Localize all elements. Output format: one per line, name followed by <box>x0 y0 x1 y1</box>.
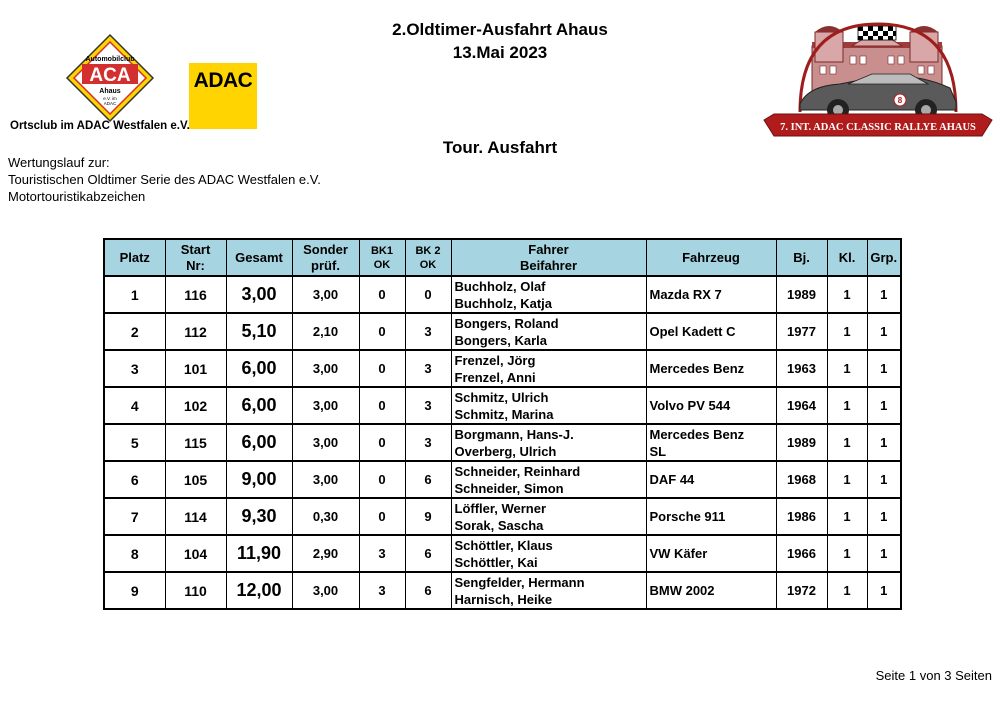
adac-logo-text: ADAC <box>193 69 253 92</box>
classic-rallye-logo <box>760 16 996 138</box>
cell-gesamt: 6,00 <box>226 350 292 387</box>
fahrzeug-name-line2: SL <box>649 443 667 459</box>
cell-gesamt: 11,90 <box>226 535 292 572</box>
cell-fahrzeug <box>646 350 776 387</box>
table-row <box>104 535 901 572</box>
cell-kl: 1 <box>827 424 867 461</box>
cell-gesamt: 6,00 <box>226 387 292 424</box>
fahrer-name: Schmitz, Ulrich <box>454 389 549 405</box>
cell-bk2: 3 <box>405 424 451 461</box>
cell-grp: 1 <box>867 535 901 572</box>
table-header-row <box>104 239 901 276</box>
cell-gesamt: 5,10 <box>226 313 292 350</box>
col-sonder: Sonder prüf. <box>292 239 359 276</box>
table-row <box>104 424 901 461</box>
cell-fahrer-beifahrer <box>451 387 646 424</box>
cell-bk1: 3 <box>359 572 405 609</box>
cell-bk2: 3 <box>405 350 451 387</box>
beifahrer-name: Schöttler, Kai <box>454 554 538 570</box>
cell-platz: 7 <box>104 498 165 535</box>
fahrer-name: Schöttler, Klaus <box>454 537 553 553</box>
cell-bk1: 0 <box>359 276 405 313</box>
cell-bk2: 0 <box>405 276 451 313</box>
cell-grp: 1 <box>867 424 901 461</box>
beifahrer-name: Harnisch, Heike <box>454 591 553 607</box>
fahrzeug-name: BMW 2002 <box>649 583 715 598</box>
beifahrer-name: Bongers, Karla <box>454 332 547 348</box>
cell-fahrzeug <box>646 535 776 572</box>
cell-platz: 5 <box>104 424 165 461</box>
cell-bk1: 0 <box>359 350 405 387</box>
cell-sonder: 0,30 <box>292 498 359 535</box>
col-start: Start Nr: <box>165 239 226 276</box>
cell-bj: 1977 <box>776 313 827 350</box>
table-row <box>104 461 901 498</box>
cell-bk2: 6 <box>405 572 451 609</box>
beifahrer-name: Schmitz, Marina <box>454 406 554 422</box>
tour-subtitle: Tour. Ausfahrt <box>442 138 558 157</box>
fahrer-name: Bongers, Roland <box>454 315 559 331</box>
cell-sonder: 3,00 <box>292 424 359 461</box>
info-line-2: Touristischen Oldtimer Serie des ADAC Westfalen e.V. <box>8 172 321 187</box>
cell-platz: 9 <box>104 572 165 609</box>
cell-bj: 1966 <box>776 535 827 572</box>
cell-sonder: 2,90 <box>292 535 359 572</box>
cell-fahrzeug <box>646 424 776 461</box>
cell-fahrer-beifahrer <box>451 424 646 461</box>
svg-text:Ahaus: Ahaus <box>99 88 121 95</box>
fahrer-name: Sengfelder, Hermann <box>454 574 585 590</box>
cell-gesamt: 9,30 <box>226 498 292 535</box>
cell-grp: 1 <box>867 387 901 424</box>
beifahrer-name: Overberg, Ulrich <box>454 443 557 459</box>
cell-sonder: 3,00 <box>292 350 359 387</box>
cell-sonder: 2,10 <box>292 313 359 350</box>
table-row <box>104 498 901 535</box>
table-row <box>104 350 901 387</box>
col-platz: Platz <box>104 239 165 276</box>
cell-fahrzeug <box>646 313 776 350</box>
results-table <box>103 238 902 610</box>
col-bk1: BK1 OK <box>359 239 405 276</box>
table-row <box>104 387 901 424</box>
cell-kl: 1 <box>827 461 867 498</box>
cell-start: 104 <box>165 535 226 572</box>
cell-grp: 1 <box>867 350 901 387</box>
cell-kl: 1 <box>827 498 867 535</box>
cell-kl: 1 <box>827 535 867 572</box>
cell-kl: 1 <box>827 276 867 313</box>
cell-bj: 1963 <box>776 350 827 387</box>
fahrzeug-name: Mercedes Benz <box>649 361 745 376</box>
cell-sonder: 3,00 <box>292 461 359 498</box>
cell-bk2: 3 <box>405 313 451 350</box>
table-row <box>104 313 901 350</box>
col-kl: Kl. <box>827 239 867 276</box>
fahrzeug-name: Mercedes Benz <box>649 426 745 442</box>
adac-logo <box>189 63 257 129</box>
cell-grp: 1 <box>867 498 901 535</box>
svg-text:e.V. im: e.V. im <box>103 96 117 101</box>
cell-grp: 1 <box>867 461 901 498</box>
cell-fahrer-beifahrer <box>451 535 646 572</box>
cell-fahrzeug <box>646 572 776 609</box>
fahrzeug-name: Volvo PV 544 <box>649 398 731 413</box>
event-title: 2.Oldtimer-Ausfahrt Ahaus <box>392 20 608 39</box>
svg-text:ADAC: ADAC <box>103 101 117 106</box>
ortsclub-label: Ortsclub im ADAC Westfalen e.V. <box>10 120 190 132</box>
cell-sonder: 3,00 <box>292 276 359 313</box>
cell-start: 114 <box>165 498 226 535</box>
svg-text:7. INT. ADAC CLASSIC RALLYE AH: 7. INT. ADAC CLASSIC RALLYE AHAUS <box>780 122 976 133</box>
cell-sonder: 3,00 <box>292 572 359 609</box>
cell-start: 102 <box>165 387 226 424</box>
cell-bj: 1972 <box>776 572 827 609</box>
event-date: 13.Mai 2023 <box>452 43 548 62</box>
cell-platz: 2 <box>104 313 165 350</box>
svg-text:Automobilclub: Automobilclub <box>85 56 135 63</box>
fahrer-name: Buchholz, Olaf <box>454 278 546 294</box>
cell-bk1: 0 <box>359 424 405 461</box>
cell-start: 115 <box>165 424 226 461</box>
cell-bk1: 0 <box>359 387 405 424</box>
cell-bk1: 0 <box>359 498 405 535</box>
table-row <box>104 276 901 313</box>
fahrzeug-name: DAF 44 <box>649 472 695 487</box>
col-fahrzeug: Fahrzeug <box>646 239 776 276</box>
fahrer-name: Frenzel, Jörg <box>454 352 536 368</box>
cell-bk1: 3 <box>359 535 405 572</box>
cell-bk2: 9 <box>405 498 451 535</box>
cell-bk2: 3 <box>405 387 451 424</box>
cell-sonder: 3,00 <box>292 387 359 424</box>
cell-bk2: 6 <box>405 461 451 498</box>
cell-bj: 1964 <box>776 387 827 424</box>
beifahrer-name: Buchholz, Katja <box>454 295 553 311</box>
cell-bk1: 0 <box>359 461 405 498</box>
svg-text:ACA: ACA <box>89 65 131 86</box>
cell-grp: 1 <box>867 313 901 350</box>
col-bk2: BK 2 OK <box>405 239 451 276</box>
cell-fahrer-beifahrer <box>451 461 646 498</box>
col-grp: Grp. <box>867 239 901 276</box>
cell-fahrer-beifahrer <box>451 572 646 609</box>
table-row <box>104 572 901 609</box>
info-line-3: Motortouristikabzeichen <box>8 189 146 204</box>
info-line-1: Wertungslauf zur: <box>8 155 110 170</box>
fahrer-name: Borgmann, Hans-J. <box>454 426 574 442</box>
fahrer-name: Schneider, Reinhard <box>454 463 581 479</box>
beifahrer-name: Frenzel, Anni <box>454 369 536 385</box>
cell-gesamt: 3,00 <box>226 276 292 313</box>
cell-grp: 1 <box>867 572 901 609</box>
cell-bk1: 0 <box>359 313 405 350</box>
svg-text:8: 8 <box>897 96 903 105</box>
cell-platz: 3 <box>104 350 165 387</box>
cell-start: 110 <box>165 572 226 609</box>
cell-start: 101 <box>165 350 226 387</box>
cell-bk2: 6 <box>405 535 451 572</box>
cell-gesamt: 9,00 <box>226 461 292 498</box>
cell-bj: 1986 <box>776 498 827 535</box>
fahrzeug-name: VW Käfer <box>649 546 708 561</box>
fahrzeug-name: Opel Kadett C <box>649 324 736 339</box>
cell-kl: 1 <box>827 387 867 424</box>
cell-bj: 1989 <box>776 276 827 313</box>
col-bj: Bj. <box>776 239 827 276</box>
cell-kl: 1 <box>827 350 867 387</box>
cell-bj: 1968 <box>776 461 827 498</box>
cell-fahrer-beifahrer <box>451 313 646 350</box>
cell-start: 105 <box>165 461 226 498</box>
cell-platz: 1 <box>104 276 165 313</box>
cell-fahrzeug <box>646 387 776 424</box>
cell-platz: 8 <box>104 535 165 572</box>
fahrzeug-name: Porsche 911 <box>649 509 726 524</box>
cell-fahrer-beifahrer <box>451 498 646 535</box>
cell-fahrzeug <box>646 498 776 535</box>
col-fahrer: Fahrer Beifahrer <box>451 239 646 276</box>
cell-start: 112 <box>165 313 226 350</box>
cell-bj: 1989 <box>776 424 827 461</box>
fahrzeug-name: Mazda RX 7 <box>649 287 722 302</box>
cell-fahrzeug <box>646 276 776 313</box>
cell-kl: 1 <box>827 313 867 350</box>
aca-logo <box>65 33 155 123</box>
cell-fahrer-beifahrer <box>451 276 646 313</box>
page-indicator: Seite 1 von 3 Seiten <box>875 668 992 683</box>
fahrer-name: Löffler, Werner <box>454 500 547 516</box>
cell-gesamt: 6,00 <box>226 424 292 461</box>
cell-grp: 1 <box>867 276 901 313</box>
cell-kl: 1 <box>827 572 867 609</box>
cell-gesamt: 12,00 <box>226 572 292 609</box>
cell-start: 116 <box>165 276 226 313</box>
cell-fahrzeug <box>646 461 776 498</box>
cell-fahrer-beifahrer <box>451 350 646 387</box>
beifahrer-name: Schneider, Simon <box>454 480 564 496</box>
col-gesamt: Gesamt <box>226 239 292 276</box>
beifahrer-name: Sorak, Sascha <box>454 517 544 533</box>
cell-platz: 4 <box>104 387 165 424</box>
cell-platz: 6 <box>104 461 165 498</box>
